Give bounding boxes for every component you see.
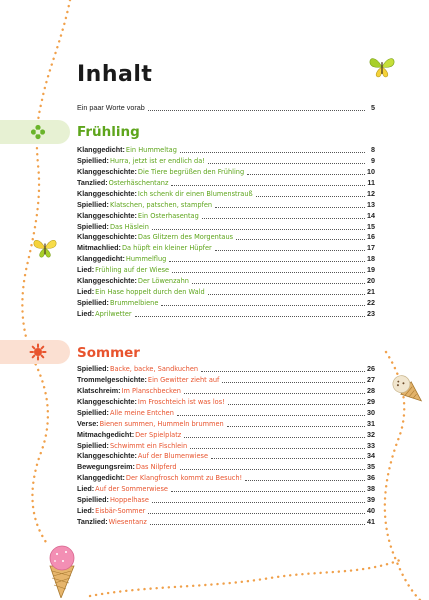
entry-title: Frühling auf der Wiese bbox=[95, 266, 170, 275]
dot-leader bbox=[135, 316, 365, 317]
toc-entry[interactable] bbox=[77, 495, 375, 506]
dot-leader bbox=[201, 371, 365, 372]
toc-entry[interactable] bbox=[77, 298, 375, 309]
page-title: Inhalt bbox=[77, 62, 153, 87]
dot-leader bbox=[171, 491, 365, 492]
entry-page-number: 28 bbox=[367, 385, 375, 395]
entry-label: Klanggedicht: bbox=[77, 144, 125, 154]
entry-title: Im Planschbecken bbox=[121, 386, 181, 395]
dot-leader bbox=[180, 152, 365, 153]
toc-entry[interactable] bbox=[77, 309, 375, 320]
entry-page-number: 38 bbox=[367, 484, 375, 494]
entry-title: Das Nilpferd bbox=[135, 463, 177, 472]
entry-page-number: 40 bbox=[367, 506, 375, 516]
dot-leader bbox=[180, 469, 365, 470]
entry-title: Ein Hummeltag bbox=[125, 145, 177, 154]
toc-entry[interactable] bbox=[77, 178, 375, 189]
entry-title: Die Tiere begrüßen den Frühling bbox=[137, 167, 245, 176]
entry-title: Ich schenk dir einen Blumenstrauß bbox=[137, 189, 253, 198]
toc-entry[interactable] bbox=[77, 375, 375, 386]
entry-page-number: 36 bbox=[367, 473, 375, 483]
toc-entry[interactable] bbox=[77, 200, 375, 211]
entry-title: Ein Hase hoppelt durch den Wald bbox=[95, 288, 205, 297]
toc-entry[interactable] bbox=[77, 452, 375, 463]
toc-entry[interactable] bbox=[77, 233, 375, 244]
summer-list bbox=[77, 364, 375, 528]
toc-entry[interactable] bbox=[77, 408, 375, 419]
entry-page-number: 22 bbox=[367, 298, 375, 308]
entry-label: Spiellied: bbox=[77, 363, 109, 373]
entry-page-number: 17 bbox=[367, 243, 375, 253]
dot-leader bbox=[236, 239, 365, 240]
entry-page-number: 32 bbox=[367, 429, 375, 439]
sun-flower-icon bbox=[30, 124, 46, 140]
entry-page-number: 13 bbox=[367, 199, 375, 209]
toc-entry[interactable] bbox=[77, 156, 375, 167]
dot-leader bbox=[150, 524, 365, 525]
dot-leader bbox=[247, 174, 365, 175]
entry-page-number: 34 bbox=[367, 451, 375, 461]
toc-entry[interactable] bbox=[77, 254, 375, 265]
entry-label: Spiellied: bbox=[77, 199, 109, 209]
butterfly-icon bbox=[368, 54, 396, 80]
entry-title: Da hüpft ein kleiner Hüpfer bbox=[121, 244, 212, 253]
toc-entry[interactable] bbox=[77, 419, 375, 430]
entry-title: Auf der Sommerwiese bbox=[95, 485, 168, 494]
dot-leader bbox=[256, 196, 365, 197]
entry-label: Klanggeschichte: bbox=[77, 166, 137, 176]
entry-label: Verse: bbox=[77, 418, 99, 428]
ice-cream-cone-icon bbox=[40, 540, 84, 598]
entry-title: Auf der Blumenwiese bbox=[137, 452, 209, 461]
entry-title: Das Häslein bbox=[109, 222, 149, 231]
entry-title: Alle meine Entchen bbox=[109, 408, 174, 417]
dot-leader bbox=[208, 294, 365, 295]
dot-leader bbox=[184, 437, 365, 438]
toc-entry[interactable] bbox=[77, 517, 375, 528]
dot-leader bbox=[202, 218, 365, 219]
entry-title: Das Glitzern des Morgentaus bbox=[137, 233, 234, 242]
entry-label: Spiellied: bbox=[77, 495, 109, 505]
section-title-summer: Sommer bbox=[77, 345, 140, 361]
dot-leader bbox=[192, 283, 365, 284]
entry-title: Ein Osterhasentag bbox=[137, 211, 199, 220]
entry-label: Klanggeschichte: bbox=[77, 210, 137, 220]
entry-title: Aprilwetter bbox=[95, 310, 132, 319]
toc-entry[interactable] bbox=[77, 222, 375, 233]
entry-label: Spiellied: bbox=[77, 298, 109, 308]
entry-label: Klanggedicht: bbox=[77, 254, 125, 264]
dot-leader bbox=[211, 458, 365, 459]
entry-title: Bienen summen, Hummeln brummen bbox=[99, 419, 224, 428]
entry-label: Lied: bbox=[77, 309, 95, 319]
entry-page-number: 23 bbox=[367, 309, 375, 319]
entry-page-number: 12 bbox=[367, 188, 375, 198]
entry-title: Hurra, jetzt ist er endlich da! bbox=[109, 156, 205, 165]
intro-entry[interactable]: Ein paar Worte vorab 5 bbox=[77, 102, 375, 112]
entry-label: Klanggeschichte: bbox=[77, 276, 137, 286]
entry-label: Lied: bbox=[77, 484, 95, 494]
entry-page-number: 33 bbox=[367, 440, 375, 450]
toc-entry[interactable] bbox=[77, 145, 375, 156]
entry-page-number: 20 bbox=[367, 276, 375, 286]
entry-page-number: 14 bbox=[367, 210, 375, 220]
dot-leader bbox=[148, 110, 365, 111]
section-title-spring: Frühling bbox=[77, 124, 140, 140]
dot-leader bbox=[161, 305, 365, 306]
toc-entry[interactable] bbox=[77, 430, 375, 441]
entry-title: Der Klangfrosch kommt zu Besuch! bbox=[125, 474, 243, 483]
entry-page-number: 19 bbox=[367, 265, 375, 275]
entry-label: Lied: bbox=[77, 265, 95, 275]
dot-leader bbox=[245, 480, 365, 481]
entry-label: Klanggeschichte: bbox=[77, 451, 137, 461]
toc-entry[interactable] bbox=[77, 364, 375, 375]
entry-page-number: 27 bbox=[367, 374, 375, 384]
butterfly-icon bbox=[32, 236, 58, 260]
entry-label: Klanggeschichte: bbox=[77, 232, 137, 242]
dot-leader bbox=[227, 426, 365, 427]
toc-entry[interactable] bbox=[77, 265, 375, 276]
entry-title: Der Spielplatz bbox=[135, 430, 182, 439]
entry-title: Osterhäschentanz bbox=[108, 178, 169, 187]
dot-leader bbox=[190, 448, 365, 449]
entry-label: Mitmachlied: bbox=[77, 243, 121, 253]
entry-page-number: 29 bbox=[367, 396, 375, 406]
dot-leader bbox=[171, 185, 365, 186]
entry-page-number: 16 bbox=[367, 232, 375, 242]
entry-page-number: 31 bbox=[367, 418, 375, 428]
dot-leader bbox=[172, 272, 365, 273]
entry-page-number: 11 bbox=[367, 177, 375, 187]
dot-leader bbox=[208, 163, 365, 164]
toc-entry[interactable] bbox=[77, 473, 375, 484]
entry-page-number: 35 bbox=[367, 462, 375, 472]
toc-entry[interactable] bbox=[77, 506, 375, 517]
entry-title: Wiesentanz bbox=[108, 518, 147, 527]
entry-title: Backe, backe, Sandkuchen bbox=[109, 364, 199, 373]
entry-label: Spiellied: bbox=[77, 155, 109, 165]
entry-page-number: 41 bbox=[367, 517, 375, 527]
ice-cream-cone-icon bbox=[384, 366, 428, 410]
entry-label: Trommelgeschichte: bbox=[77, 374, 147, 384]
toc-entry[interactable] bbox=[77, 441, 375, 452]
dot-leader bbox=[169, 261, 365, 262]
entry-label: Spiellied: bbox=[77, 440, 109, 450]
entry-title: Hummelflug bbox=[125, 255, 167, 264]
entry-label: Bewegungsreim: bbox=[77, 462, 135, 472]
entry-page-number: 15 bbox=[367, 221, 375, 231]
toc-entry[interactable] bbox=[77, 189, 375, 200]
dot-leader bbox=[222, 382, 365, 383]
entry-title: Brummelbiene bbox=[109, 299, 159, 308]
entry-title: Ein Gewitter zieht auf bbox=[147, 375, 220, 384]
entry-page-number: 8 bbox=[371, 144, 375, 154]
entry-label: Klatschreim: bbox=[77, 385, 121, 395]
toc-entry[interactable] bbox=[77, 397, 375, 408]
toc-entry[interactable] bbox=[77, 167, 375, 178]
entry-label: Tanzlied: bbox=[77, 177, 108, 187]
toc-entry[interactable] bbox=[77, 287, 375, 298]
spring-list bbox=[77, 145, 375, 320]
entry-page-number: 30 bbox=[367, 407, 375, 417]
entry-label: Klanggeschichte: bbox=[77, 188, 137, 198]
entry-label: Tanzlied: bbox=[77, 517, 108, 527]
entry-label: Spiellied: bbox=[77, 407, 109, 417]
dot-leader bbox=[215, 207, 365, 208]
entry-title: Hoppelhase bbox=[109, 496, 149, 505]
entry-label: Klanggedicht: bbox=[77, 473, 125, 483]
entry-label: Spiellied: bbox=[77, 221, 109, 231]
sun-icon bbox=[29, 343, 47, 361]
entry-page-number: 18 bbox=[367, 254, 375, 264]
dot-leader bbox=[148, 513, 365, 514]
entry-page-number: 21 bbox=[367, 287, 375, 297]
dot-leader bbox=[228, 404, 365, 405]
entry-title: Klatschen, patschen, stampfen bbox=[109, 200, 213, 209]
entry-label: Klanggeschichte: bbox=[77, 396, 137, 406]
toc-entry[interactable] bbox=[77, 386, 375, 397]
toc-entry[interactable] bbox=[77, 484, 375, 495]
toc-entry[interactable] bbox=[77, 211, 375, 222]
entry-label: Mitmachgedicht: bbox=[77, 429, 135, 439]
entry-title: Schwimmt ein Fischlein bbox=[109, 441, 188, 450]
dot-leader bbox=[152, 502, 365, 503]
dot-leader bbox=[184, 393, 365, 394]
entry-page-number: 26 bbox=[367, 363, 375, 373]
toc-entry[interactable] bbox=[77, 462, 375, 473]
entry-page-number: 10 bbox=[367, 166, 375, 176]
entry-title: Der Löwenzahn bbox=[137, 277, 189, 286]
entry-label: Lied: bbox=[77, 506, 95, 516]
toc-entry[interactable] bbox=[77, 243, 375, 254]
entry-page-number: 39 bbox=[367, 495, 375, 505]
entry-label: Lied: bbox=[77, 287, 95, 297]
entry-title: Eisbär-Sommer bbox=[95, 507, 146, 516]
entry-page-number: 9 bbox=[371, 155, 375, 165]
entry-title: Im Froschteich ist was los! bbox=[137, 397, 225, 406]
dot-leader bbox=[152, 229, 365, 230]
toc-entry[interactable] bbox=[77, 276, 375, 287]
dot-leader bbox=[215, 250, 365, 251]
dot-leader bbox=[177, 415, 365, 416]
